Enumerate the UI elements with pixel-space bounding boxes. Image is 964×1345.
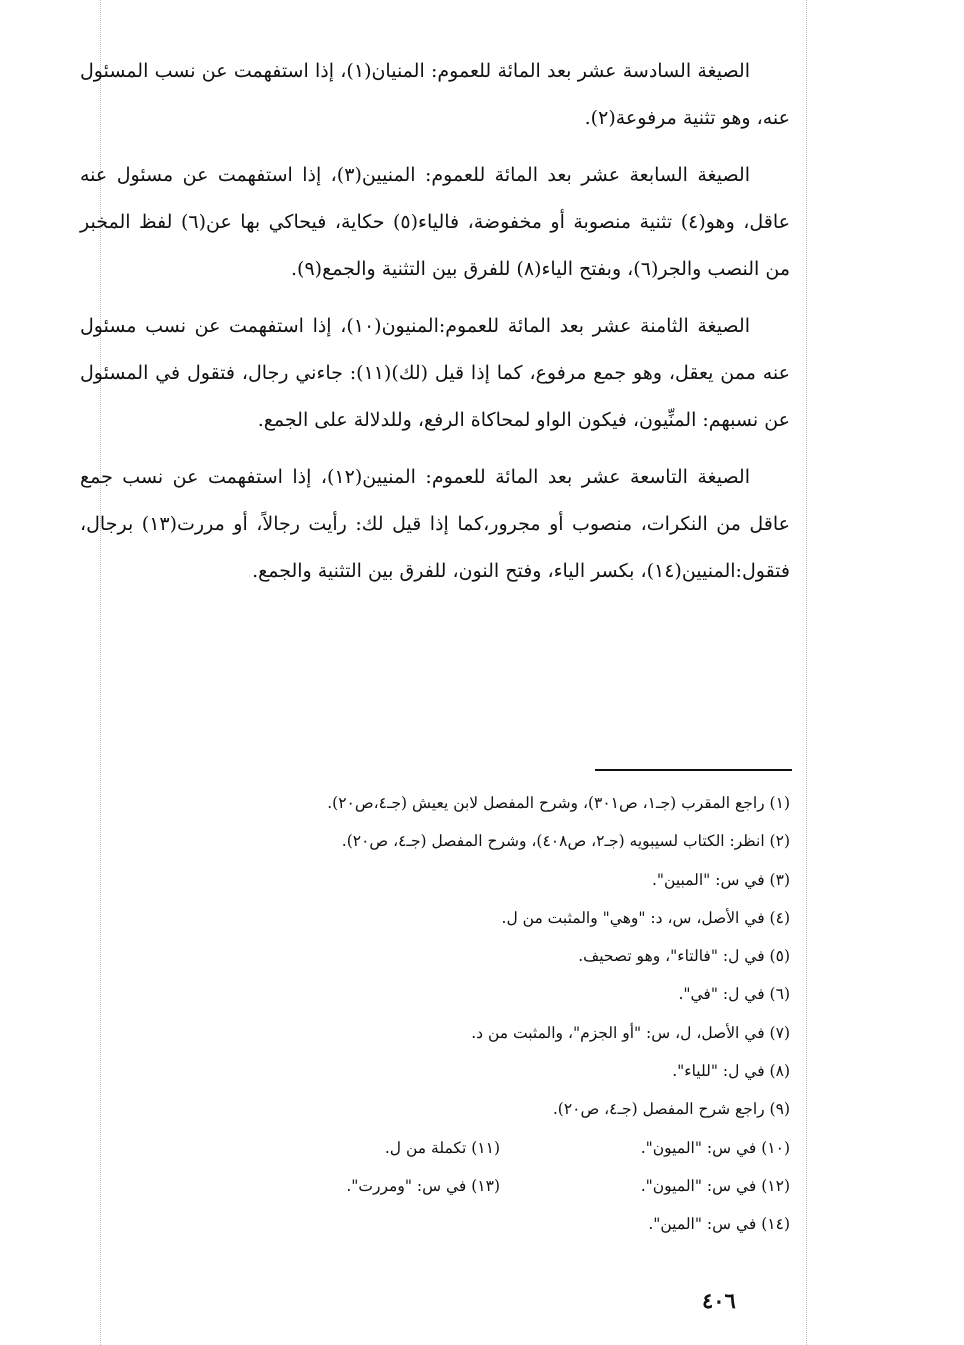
footnote: (٩) راجع شرح المفصل (جـ٤، ص٢٠).	[552, 1100, 790, 1119]
footnote-row	[150, 822, 790, 860]
footnote-row	[150, 1167, 790, 1205]
paragraph: الصيغة السادسة عشر بعد المائة للعموم: المنيان(١)، إذا استفهمت عن نسب المسئول عنه، وهو تثنية مرفوعة(٢).	[80, 60, 790, 129]
footnote: (٥) في ل: "فالتاء"، وهو تصحيف.	[578, 947, 790, 966]
footnote: (١٤) في س: "المين".	[648, 1215, 790, 1234]
footnote-row	[150, 937, 790, 975]
footnote: (٨) في ل: "للياء".	[672, 1062, 790, 1081]
footnote-row	[150, 1014, 790, 1052]
footnote-separator	[595, 769, 792, 771]
footnote-row	[150, 975, 790, 1013]
paragraph: الصيغة السابعة عشر بعد المائة للعموم: المنيين(٣)، إذا استفهمت عن مسئول عنه عاقل، وهو(٤) تثنية منصوبة أو مخفوضة، فالياء(٥) حكاية، فيحاكي بها عن(٦) لفظ المخبر من النصب والجر(٦)، وبفتح الياء(٨) للفرق بين التثنية والجمع(٩).	[80, 164, 790, 280]
footnote-row	[150, 899, 790, 937]
footnote-row	[150, 1052, 790, 1090]
main-text	[80, 48, 790, 595]
footnote: (١٣) في س: "ومررت".	[346, 1176, 500, 1195]
footnote: (١٠) في س: "الميون".	[640, 1138, 790, 1157]
footnote: (٦) في ل: "في".	[678, 985, 790, 1004]
footnote: (٢) انظر: الكتاب لسيبويه (جـ٢، ص٤٠٨)، وشرح المفصل (جـ٤، ص٢٠).	[341, 832, 790, 851]
footnotes	[150, 784, 790, 1244]
footnote: (١١) تكملة من ل.	[384, 1138, 500, 1157]
page-number: ٤٠٦	[702, 1288, 736, 1313]
footnote-row	[150, 784, 790, 822]
footnote: (٤) في الأصل، س، د: "وهي" والمثبت من ل.	[501, 908, 790, 927]
paragraph: الصيغة التاسعة عشر بعد المائة للعموم: المنيين(١٢)، إذا استفهمت عن نسب جمع عاقل من النكرات، منصوب أو مجرور،كما إذا قيل لك: رأيت رجالاً، أو مررت(١٣) برجال، فتقول:المنيين(١٤)، بكسر الياء، وفتح النون، للفرق بين التثنية والجمع.	[80, 466, 791, 582]
footnote-row	[150, 1129, 790, 1167]
footnote: (١٢) في س: "الميون".	[640, 1176, 790, 1195]
footnote-row	[150, 1090, 790, 1128]
footnote-row	[150, 1205, 790, 1243]
footnote: (٧) في الأصل، ل، س: "أو الجزم"، والمثبت من د.	[471, 1023, 790, 1042]
margin-guide-right	[806, 0, 807, 1345]
footnote: (١) راجع المقرب (جـ١، ص٣٠١)، وشرح المفصل لابن يعيش (جـ٤،ص٢٠).	[327, 794, 790, 812]
footnote-row	[150, 861, 790, 899]
footnote: (٣) في س: "المبين".	[651, 870, 790, 889]
paragraph: الصيغة الثامنة عشر بعد المائة للعموم:المنيون(١٠)، إذا استفهمت عن نسب مسئول عنه ممن يعقل، وهو جمع مرفوع، كما إذا قيل (لك)(١١): جاءني رجال، فتقول في المسئول عن نسبهم: المنِّيون، فيكون الواو لمحاكاة الرفع، وللدلالة على الجمع.	[80, 315, 790, 431]
